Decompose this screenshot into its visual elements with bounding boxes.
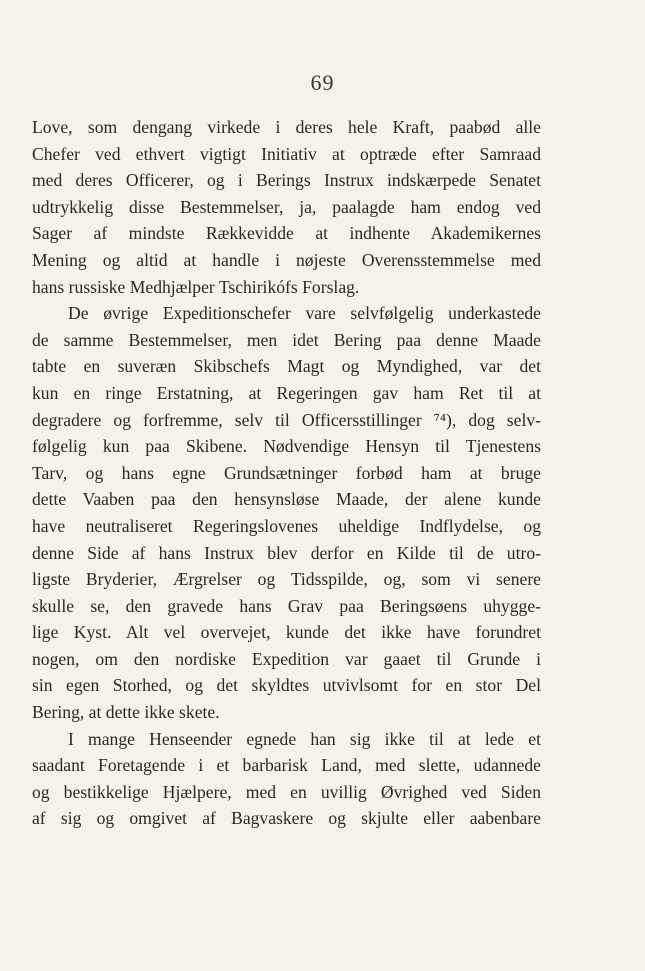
text-line: Mening og altid at handle i nøjeste Overensstemmelse med [32,249,541,270]
text-line: I mange Henseender egnede han sig ikke til at lede et [68,728,541,749]
text-line: Sager af mindste Rækkevidde at indhente Akademikernes [32,223,541,244]
text-line: udtrykkelig disse Bestemmelser, ja, paalagde ham endog ved [32,196,541,217]
text-line: saadant Foretagende i et barbarisk Land, med slette, udannede [32,755,541,776]
text-line: Tarv, og hans egne Grundsætninger forbød ham at bruge [32,462,541,483]
paragraph [32,726,541,832]
text-line: denne Side af hans Instrux blev derfor en Kilde til de utro- [32,542,541,563]
text-line: følgelig kun paa Skibene. Nødvendige Hensyn til Tjenestens [32,436,541,457]
text-line: Love, som dengang virkede i deres hele Kraft, paabød alle [32,117,541,137]
text-line: tabte en suveræn Skibschefs Magt og Myndighed, var det [32,356,541,377]
text-line: skulle se, den gravede hans Grav paa Beringsøens uhygge- [32,595,541,616]
text-line: De øvrige Expeditionschefer vare selvfølgelig underkastede [68,303,541,324]
text-line: hans russiske Medhjælper Tschirikófs Forslag. [32,276,360,297]
text-line: kun en ringe Erstatning, at Regeringen gav ham Ret til at [32,382,541,403]
page-number: 69 [310,70,335,95]
text-line: lige Kyst. Alt vel overvejet, kunde det ikke have forundret [32,622,541,643]
text-line: degradere og forfremme, selv til Officersstillinger ⁷⁴), dog selv- [32,409,541,430]
text-line: Bering, at dette ikke skete. [32,702,220,723]
text-line: ligste Bryderier, Ærgrelser og Tidsspilde, og, som vi senere [32,569,541,590]
text-line: Chefer ved ethvert vigtigt Initiativ at optræde efter Samraad [32,143,541,164]
text-line: dette Vaaben paa den hensynsløse Maade, der alene kunde [32,489,541,510]
paragraph [32,300,541,726]
text-line: af sig og omgivet af Bagvaskere og skjulte eller aabenbare [32,808,541,829]
text-line: og bestikkelige Hjælpere, med en uvillig Øvrighed ved Siden [32,781,541,802]
text-line: sin egen Storhed, og det skyldtes utvivlsomt for en stor Del [32,675,541,696]
text-line: nogen, om den nordiske Expedition var gaaet til Grunde i [32,648,541,669]
text-line: have neutraliseret Regeringslovenes uheldige Indflydelse, og [32,515,541,536]
text-line: med deres Officerer, og i Berings Instrux indskærpede Senatet [32,170,541,191]
text-line: de samme Bestemmelser, men idet Bering paa denne Maade [32,329,541,350]
body-text [32,114,541,832]
paragraph [32,114,541,300]
